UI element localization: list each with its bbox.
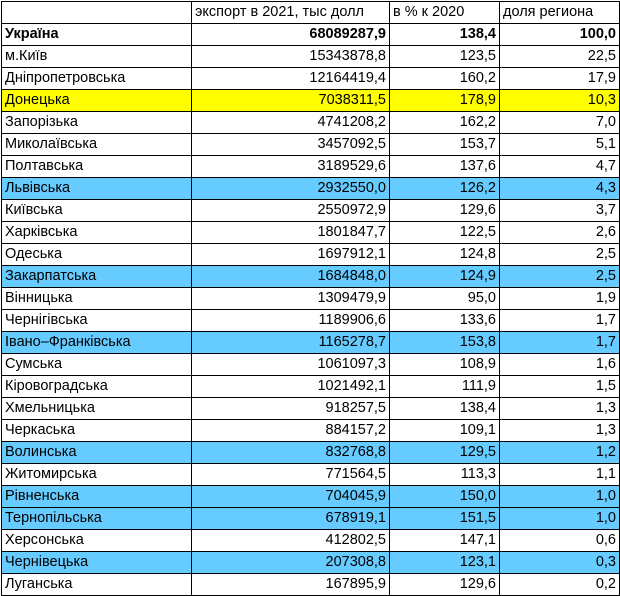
export-cell: 1189906,6 <box>192 310 390 332</box>
percent-cell: 129,5 <box>390 442 500 464</box>
table-row <box>2 376 620 398</box>
share-cell: 4,3 <box>500 178 620 200</box>
export-cell: 918257,5 <box>192 398 390 420</box>
region-cell: Херсонська <box>2 530 192 552</box>
header-region <box>2 2 192 24</box>
share-cell: 0,3 <box>500 552 620 574</box>
export-cell: 1021492,1 <box>192 376 390 398</box>
region-cell: Чернівецька <box>2 552 192 574</box>
table-row <box>2 90 620 112</box>
region-cell: Житомирська <box>2 464 192 486</box>
table-row <box>2 222 620 244</box>
table-row <box>2 68 620 90</box>
percent-cell: 147,1 <box>390 530 500 552</box>
percent-cell: 137,6 <box>390 156 500 178</box>
table-row <box>2 24 620 46</box>
region-cell: Донецька <box>2 90 192 112</box>
export-cell: 771564,5 <box>192 464 390 486</box>
export-cell: 2550972,9 <box>192 200 390 222</box>
export-cell: 4741208,2 <box>192 112 390 134</box>
export-cell: 3189529,6 <box>192 156 390 178</box>
export-cell: 15343878,8 <box>192 46 390 68</box>
share-cell: 2,5 <box>500 244 620 266</box>
region-cell: Івано–Франківська <box>2 332 192 354</box>
region-cell: м.Київ <box>2 46 192 68</box>
share-cell: 1,0 <box>500 508 620 530</box>
region-cell: Миколаївська <box>2 134 192 156</box>
share-cell: 1,7 <box>500 310 620 332</box>
table-row <box>2 530 620 552</box>
table-row <box>2 420 620 442</box>
region-cell: Кіровоградська <box>2 376 192 398</box>
table-row <box>2 332 620 354</box>
export-cell: 12164419,4 <box>192 68 390 90</box>
share-cell: 1,3 <box>500 420 620 442</box>
export-table <box>1 1 620 596</box>
region-cell: Чернігівська <box>2 310 192 332</box>
export-cell: 1165278,7 <box>192 332 390 354</box>
share-cell: 1,9 <box>500 288 620 310</box>
percent-cell: 126,2 <box>390 178 500 200</box>
percent-cell: 153,8 <box>390 332 500 354</box>
region-cell: Закарпатська <box>2 266 192 288</box>
region-cell: Україна <box>2 24 192 46</box>
region-cell: Хмельницька <box>2 398 192 420</box>
table-row <box>2 486 620 508</box>
share-cell: 17,9 <box>500 68 620 90</box>
export-cell: 68089287,9 <box>192 24 390 46</box>
percent-cell: 150,0 <box>390 486 500 508</box>
table-row <box>2 46 620 68</box>
table-row <box>2 200 620 222</box>
region-cell: Волинська <box>2 442 192 464</box>
table-row <box>2 156 620 178</box>
table-row <box>2 354 620 376</box>
header-percent: в % к 2020 <box>390 2 500 24</box>
region-cell: Запорізька <box>2 112 192 134</box>
region-cell: Одеська <box>2 244 192 266</box>
share-cell: 100,0 <box>500 24 620 46</box>
export-cell: 704045,9 <box>192 486 390 508</box>
share-cell: 3,7 <box>500 200 620 222</box>
export-cell: 678919,1 <box>192 508 390 530</box>
percent-cell: 109,1 <box>390 420 500 442</box>
region-cell: Вінницька <box>2 288 192 310</box>
table-row <box>2 112 620 134</box>
share-cell: 22,5 <box>500 46 620 68</box>
share-cell: 1,1 <box>500 464 620 486</box>
region-cell: Дніпропетровська <box>2 68 192 90</box>
share-cell: 1,6 <box>500 354 620 376</box>
export-cell: 412802,5 <box>192 530 390 552</box>
region-cell: Київська <box>2 200 192 222</box>
share-cell: 2,6 <box>500 222 620 244</box>
region-cell: Львівська <box>2 178 192 200</box>
percent-cell: 138,4 <box>390 24 500 46</box>
table-row <box>2 398 620 420</box>
percent-cell: 124,9 <box>390 266 500 288</box>
table-row <box>2 508 620 530</box>
export-cell: 1801847,7 <box>192 222 390 244</box>
share-cell: 1,2 <box>500 442 620 464</box>
region-cell: Тернопільська <box>2 508 192 530</box>
header-export: экспорт в 2021, тыс долл <box>192 2 390 24</box>
table-row <box>2 552 620 574</box>
share-cell: 0,2 <box>500 574 620 596</box>
export-cell: 1697912,1 <box>192 244 390 266</box>
percent-cell: 95,0 <box>390 288 500 310</box>
share-cell: 1,0 <box>500 486 620 508</box>
percent-cell: 160,2 <box>390 68 500 90</box>
region-cell: Черкаська <box>2 420 192 442</box>
percent-cell: 124,8 <box>390 244 500 266</box>
percent-cell: 133,6 <box>390 310 500 332</box>
table-row <box>2 134 620 156</box>
percent-cell: 108,9 <box>390 354 500 376</box>
export-cell: 2932550,0 <box>192 178 390 200</box>
region-cell: Рівненська <box>2 486 192 508</box>
share-cell: 2,5 <box>500 266 620 288</box>
table-body <box>2 24 620 596</box>
export-cell: 167895,9 <box>192 574 390 596</box>
percent-cell: 123,1 <box>390 552 500 574</box>
share-cell: 1,3 <box>500 398 620 420</box>
export-cell: 1061097,3 <box>192 354 390 376</box>
region-cell: Сумська <box>2 354 192 376</box>
percent-cell: 122,5 <box>390 222 500 244</box>
percent-cell: 153,7 <box>390 134 500 156</box>
percent-cell: 113,3 <box>390 464 500 486</box>
share-cell: 0,6 <box>500 530 620 552</box>
table-row <box>2 442 620 464</box>
export-cell: 884157,2 <box>192 420 390 442</box>
share-cell: 1,5 <box>500 376 620 398</box>
percent-cell: 129,6 <box>390 574 500 596</box>
share-cell: 5,1 <box>500 134 620 156</box>
table-row <box>2 178 620 200</box>
export-cell: 7038311,5 <box>192 90 390 112</box>
percent-cell: 162,2 <box>390 112 500 134</box>
percent-cell: 151,5 <box>390 508 500 530</box>
export-cell: 832768,8 <box>192 442 390 464</box>
table-row <box>2 310 620 332</box>
percent-cell: 129,6 <box>390 200 500 222</box>
share-cell: 10,3 <box>500 90 620 112</box>
table-row <box>2 244 620 266</box>
table-row <box>2 266 620 288</box>
region-cell: Полтавська <box>2 156 192 178</box>
region-cell: Луганська <box>2 574 192 596</box>
percent-cell: 138,4 <box>390 398 500 420</box>
table-row <box>2 288 620 310</box>
percent-cell: 111,9 <box>390 376 500 398</box>
export-cell: 207308,8 <box>192 552 390 574</box>
header-row <box>2 2 620 24</box>
table-row <box>2 574 620 596</box>
export-cell: 3457092,5 <box>192 134 390 156</box>
region-cell: Харківська <box>2 222 192 244</box>
percent-cell: 178,9 <box>390 90 500 112</box>
export-cell: 1684848,0 <box>192 266 390 288</box>
table-row <box>2 464 620 486</box>
share-cell: 7,0 <box>500 112 620 134</box>
percent-cell: 123,5 <box>390 46 500 68</box>
share-cell: 1,7 <box>500 332 620 354</box>
share-cell: 4,7 <box>500 156 620 178</box>
export-cell: 1309479,9 <box>192 288 390 310</box>
header-share: доля региона <box>500 2 620 24</box>
